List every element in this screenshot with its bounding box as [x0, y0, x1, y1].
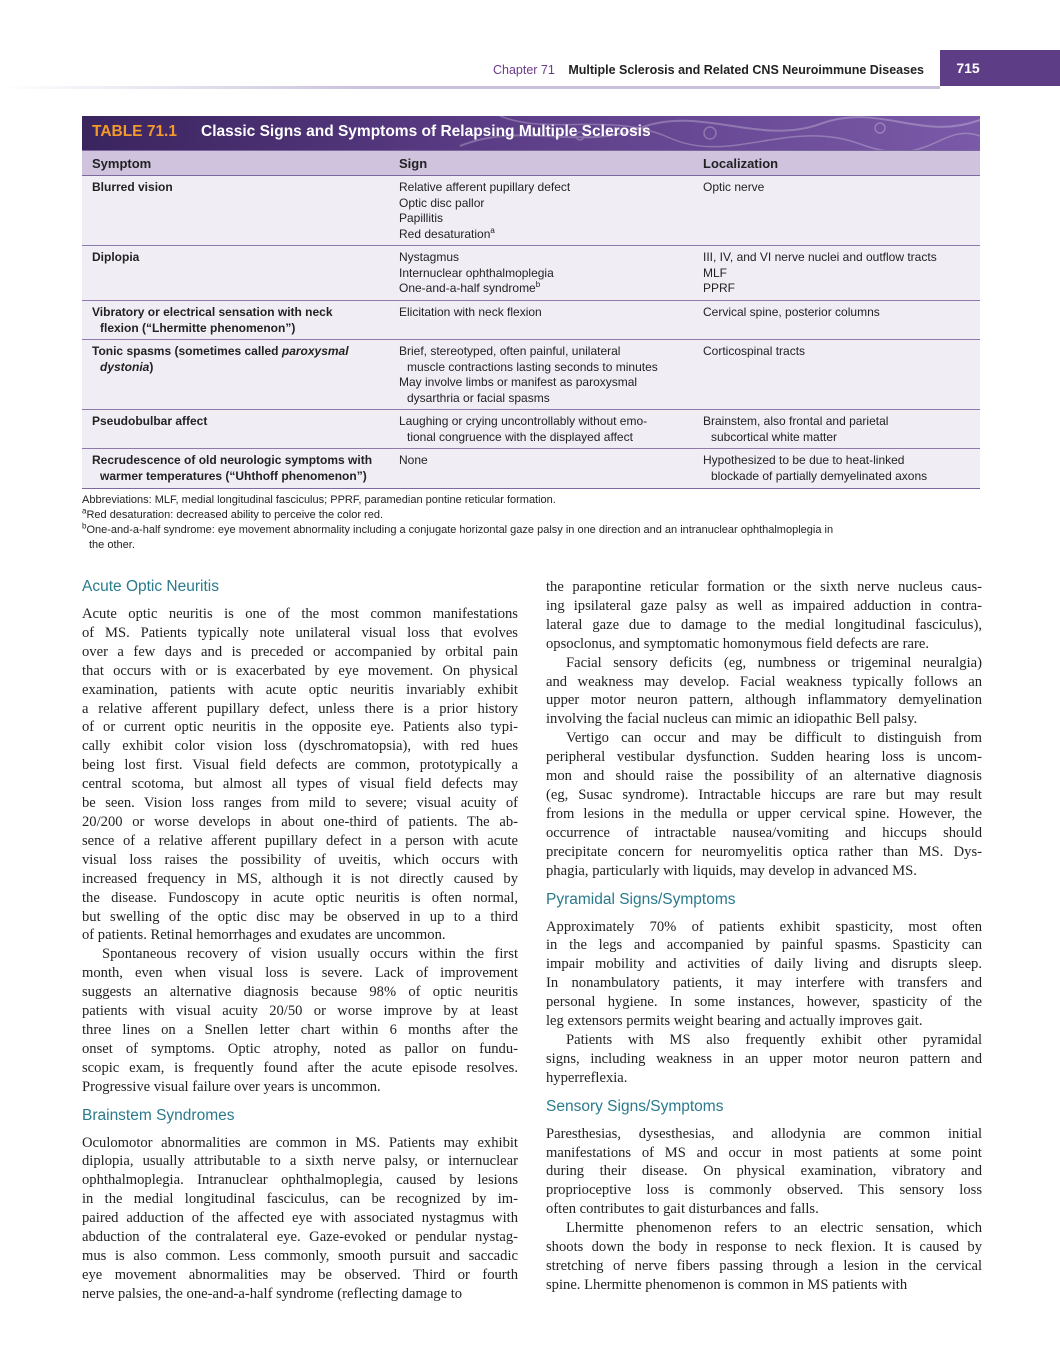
text-line: hyperreflexia.	[546, 1069, 628, 1086]
sign-line	[399, 227, 694, 243]
symptom-text-italic: paroxysmal	[281, 344, 349, 358]
localization-line: MLF	[703, 265, 727, 280]
sign-line: tional congruence with the displayed affect	[407, 429, 633, 444]
text-line: be seen. Vision loss ranges from mild to severe; visual acuity of	[82, 795, 518, 812]
table-title-bar	[82, 116, 980, 150]
symptom-text	[92, 360, 387, 376]
text-line: but swelling of the optic disc may be observed in up to a third	[82, 908, 518, 925]
text-line: central scotoma, but almost all types of visual field defects may	[82, 776, 518, 793]
text-line: the parapontine reticular formation or the sixth nerve nucleus caus-	[546, 579, 982, 595]
column-header-symptom: Symptom	[92, 156, 152, 171]
text-line: patients with visual acuity 20/50 or worse improve by at least	[82, 1003, 518, 1020]
text-line: Paresthesias, dysesthesias, and allodynia are common initial	[546, 1125, 982, 1142]
sign-line: Nystagmus	[399, 250, 460, 264]
paragraph	[546, 918, 982, 1031]
localization-line: PPRF	[703, 281, 736, 295]
header-rule	[0, 86, 940, 89]
localization-line: III, IV, and VI nerve nuclei and outflow tracts	[703, 250, 937, 264]
sign-line: dysarthria or facial spasms	[407, 390, 550, 405]
page-number: 715	[956, 60, 980, 76]
symptom-cell	[92, 414, 387, 430]
column-header-sign: Sign	[399, 156, 428, 171]
running-header-text	[493, 63, 924, 77]
paragraph	[82, 945, 518, 1096]
table-row	[82, 246, 980, 301]
localization-line: Optic nerve	[703, 180, 765, 194]
table-row	[82, 301, 980, 340]
column-header-localization: Localization	[703, 156, 779, 171]
text-line: the disease. Fundoscopy in acute optic neuritis is often normal,	[82, 889, 518, 906]
page-number-tab	[940, 50, 1060, 86]
right-column	[546, 578, 982, 1295]
footnote-text: Red desaturation: decreased ability to perceive the color red.	[86, 509, 384, 521]
localization-line: Cervical spine, posterior columns	[703, 305, 880, 319]
text-line: spine. Lhermitte phenomenon is common in MS patients with	[546, 1276, 908, 1293]
text-line: examination, patients with acute optic neuritis invariably exhibit	[82, 681, 518, 698]
text-line: occurrence of intractable nausea/vomiting and hiccups should	[546, 824, 982, 841]
sign-line: None	[399, 453, 428, 467]
text-line: manifestations of MS and occur in most patients at some point	[546, 1144, 982, 1161]
symptom-text: Recrudescence of old neurologic symptoms with	[92, 453, 373, 467]
symptom-cell	[92, 250, 387, 266]
text-line: shoots down the body in response to neck flexion. It is caused by	[546, 1239, 982, 1256]
text-line: month, even when visual loss is severe. Lack of improvement	[82, 965, 518, 982]
text-line: upper motor neuron pattern, although inflammatory demyelination	[546, 692, 982, 709]
table-71-1	[82, 116, 980, 489]
text-line: visual loss raises the possibility of uveitis, which occurs with	[82, 851, 518, 868]
text-line: personal hygiene. In some instances, however, spasticity of the	[546, 994, 982, 1011]
text-line: involving the facial nucleus can mimic an idiopathic Bell palsy.	[546, 711, 918, 728]
text-line: lateral gaze due to damage to the medial longitudinal fasciculus),	[546, 616, 982, 633]
text-line: precipitate concern for neuromyelitis optica rather than MS. Dys-	[546, 843, 982, 860]
text-line: of MS. Patients typically note unilateral visual loss that evolves	[82, 624, 518, 641]
symptom-text: warmer temperatures (“Uhthoff phenomenon”)	[100, 468, 367, 483]
footnote-marker: b	[82, 521, 87, 531]
text-line: abduction of the contralateral eye. Gaze-evoked or pendular nystag-	[82, 1229, 518, 1246]
footnote-marker: a	[490, 225, 495, 235]
text-line: eye movement abnormalities may be observed. Third or fourth	[82, 1266, 518, 1283]
localization-cell	[703, 305, 978, 321]
text-line: Spontaneous recovery of vision usually occurs within the first	[102, 946, 518, 963]
section-heading-brainstem-syndromes: Brainstem Syndromes	[82, 1106, 235, 1124]
text-line: phagia, particularly with liquids, may develop in advanced MS.	[546, 862, 917, 879]
symptom-text-italic: dystonia	[100, 359, 150, 374]
text-line: increased frequency in MS, although it is not directly caused by	[82, 870, 518, 887]
localization-cell	[703, 180, 978, 196]
text-line: Lhermitte phenomenon refers to an electric sensation, which	[566, 1220, 982, 1237]
footnote-marker: a	[82, 506, 87, 516]
sign-cell	[399, 180, 694, 242]
text-line: a relative afferent pupillary defect, unless there is a prior history	[82, 700, 518, 717]
running-header	[0, 50, 1060, 90]
text-line: stretching of nerve fibers passing through a lesion in the cervical	[546, 1258, 982, 1274]
text-line: impair mobility and activities of daily living and disrupts sleep.	[546, 956, 982, 973]
text-line: Approximately 70% of patients exhibit spasticity, most often	[546, 918, 982, 935]
symptom-text	[92, 344, 387, 360]
sign-line: Optic disc pallor	[399, 195, 485, 210]
text-line: that occurs with or is exacerbated by eye movement. On physical	[82, 662, 518, 679]
sign-line: Internuclear ophthalmoplegia	[399, 265, 554, 280]
text-line: and weakness may develop. Facial weakness typically follows an	[546, 673, 982, 690]
sign-text: Red desaturation	[399, 226, 491, 241]
localization-line: Hypothesized to be due to heat-linked	[703, 453, 905, 467]
text-line: during their disease. On physical examination, vibratory and	[546, 1163, 982, 1180]
section-heading-acute-optic-neuritis: Acute Optic Neuritis	[82, 578, 219, 595]
localization-line: Corticospinal tracts	[703, 344, 806, 358]
text-line: over a few days and is preceded or accompanied by orbital pain	[82, 643, 518, 660]
text-line: peripheral vestibular dysfunction. Sudden hearing loss is uncom-	[546, 749, 982, 766]
text-line: signs, including weakness in an upper motor neuron pattern and	[546, 1050, 982, 1067]
text-line: paired adduction of the affected eye with associated nystagmus with	[82, 1210, 518, 1227]
paragraph	[82, 1134, 518, 1304]
localization-line: Brainstem, also frontal and parietal	[703, 414, 889, 428]
text-line: nerve palsies, the one-and-a-half syndrome (reflecting damage to	[82, 1285, 463, 1302]
localization-line: blockade of partially demyelinated axons	[711, 468, 928, 483]
symptom-text-part: Tonic spasms (sometimes called	[92, 344, 282, 358]
text-line: 20/200 or worse develops in about one-third of patients. The ab-	[82, 813, 518, 830]
text-line: Facial sensory deficits (eg, numbness or trigeminal neuralgia)	[566, 654, 982, 671]
symptom-text: Diplopia	[92, 250, 140, 264]
footnote-abbreviations: Abbreviations: MLF, medial longitudinal fasciculus; PPRF, paramedian pontine reticular formation.	[82, 494, 556, 506]
symptom-cell	[92, 180, 387, 196]
paragraph	[546, 729, 982, 880]
localization-cell	[703, 414, 978, 445]
text-line: leg extensors permits weight bearing and actually improves gait.	[546, 1013, 923, 1030]
table-row	[82, 176, 980, 246]
text-line: in the legs and accompanied by painful spasms. Spasticity can	[546, 937, 982, 954]
sign-line: Brief, stereotyped, often painful, unilateral	[399, 344, 621, 358]
symptom-cell	[92, 305, 387, 336]
footnote-text: One-and-a-half syndrome: eye movement abnormality including a conjugate horizontal gaze palsy in one direction and an intranuclear ophthalmoplegia in	[86, 524, 834, 536]
text-line: being lost first. Visual field defects are common, prototypically a	[82, 757, 518, 774]
text-line: cally exhibit color vision loss (dyschromatopsia), with red hues	[82, 738, 518, 755]
sign-text: One-and-a-half syndrome	[399, 281, 536, 295]
text-line: three lines on a Snellen letter chart within 6 months after the	[82, 1021, 518, 1038]
sign-cell	[399, 250, 694, 297]
text-line: onset of symptoms. Optic atrophy, noted as pallor on fundu-	[82, 1040, 518, 1057]
text-line: Progressive visual failure over years is uncommon.	[82, 1078, 381, 1095]
symptom-cell	[92, 344, 387, 375]
chapter-title: Multiple Sclerosis and Related CNS Neuroimmune Diseases	[568, 63, 924, 77]
paragraph	[546, 1219, 982, 1295]
text-line: of patients. Retinal hemorrhages and exudates are uncommon.	[82, 927, 446, 944]
footnote-b-cont: the other.	[89, 539, 135, 551]
text-line: diplopia, usually attributable to a sixth nerve palsy, or internuclear	[82, 1153, 518, 1170]
localization-cell	[703, 344, 978, 360]
text-line: in the medial longitudinal fasciculus, can be recognized by im-	[82, 1191, 518, 1208]
table-row	[82, 410, 980, 449]
text-line: Patients with MS also frequently exhibit other pyramidal	[566, 1031, 982, 1048]
sign-line: Relative afferent pupillary defect	[399, 180, 571, 194]
table-row	[82, 340, 980, 410]
text-line: proprioceptive loss is commonly observed. This sensory loss	[546, 1182, 982, 1199]
paragraph	[546, 654, 982, 730]
sign-line: Laughing or crying uncontrollably without emo-	[399, 414, 648, 428]
symptom-text: Vibratory or electrical sensation with neck	[92, 305, 333, 319]
symptom-text-part: )	[149, 359, 154, 374]
text-line: suggests an alternative diagnosis because 98% of optic neuritis	[82, 984, 518, 1001]
left-column	[82, 578, 518, 1304]
text-line: mon and should raise the possibility of an alternative diagnosis	[546, 768, 982, 785]
sign-cell	[399, 305, 694, 321]
sign-line: Elicitation with neck flexion	[399, 305, 542, 319]
localization-cell	[703, 453, 978, 484]
paragraph	[546, 1031, 982, 1088]
text-line: mus is also common. Less commonly, smooth pursuit and saccadic	[82, 1248, 518, 1264]
paragraph	[546, 578, 982, 654]
text-line: ophthalmoplegia. Intranuclear ophthalmoplegia, caused by lesions	[82, 1172, 518, 1189]
text-line: In nonambulatory patients, it may interfere with transfers and	[546, 975, 982, 992]
footnote-b	[82, 523, 833, 538]
footnote-a	[82, 508, 383, 523]
text-line: of or current optic neuritis in the opposite eye. Patients also typi-	[82, 719, 518, 736]
symptom-cell	[92, 453, 387, 484]
text-line: often contributes to gait disturbances and falls.	[546, 1201, 819, 1218]
chapter-label: Chapter 71	[492, 63, 555, 77]
sign-cell	[399, 414, 694, 445]
symptom-text: Pseudobulbar affect	[92, 414, 208, 428]
text-line: sence of a relative afferent pupillary defect in a person with acute	[82, 832, 518, 849]
table-header-row	[82, 150, 980, 176]
paragraph	[546, 1125, 982, 1220]
localization-cell	[703, 250, 978, 297]
text-line: from lesions in the medulla or upper cervical spine. However, the	[546, 805, 982, 822]
sign-line: Papillitis	[399, 211, 444, 225]
sign-line	[399, 281, 694, 297]
section-heading-pyramidal: Pyramidal Signs/Symptoms	[546, 890, 736, 908]
table-number: TABLE 71.1	[92, 123, 177, 140]
section-heading-sensory: Sensory Signs/Symptoms	[546, 1097, 724, 1115]
symptom-text: Blurred vision	[92, 180, 173, 194]
localization-line: subcortical white matter	[711, 429, 838, 444]
sign-line: May involve limbs or manifest as paroxysmal	[399, 375, 638, 389]
symptom-text: flexion (“Lhermitte phenomenon”)	[100, 320, 296, 335]
text-line: Oculomotor abnormalities are common in MS. Patients may exhibit	[82, 1134, 518, 1151]
text-line: scopic exam, is frequently found after the acute episode resolves.	[82, 1059, 518, 1076]
text-line: Acute optic neuritis is one of the most common manifestations	[82, 606, 518, 622]
paragraph	[82, 605, 518, 945]
text-line: opsoclonus, and symptomatic homonymous field defects are rare.	[546, 635, 929, 652]
sign-cell	[399, 344, 694, 406]
text-line: (eg, Susac syndrome). Intractable hiccups are rare but may result	[546, 786, 982, 803]
text-line: ing ipsilateral gaze palsy as well as impaired adduction in contra-	[546, 597, 982, 614]
table-row	[82, 449, 980, 489]
sign-line: muscle contractions lasting seconds to minutes	[407, 359, 658, 374]
text-line: Vertigo can occur and may be difficult to distinguish from	[566, 730, 982, 747]
sign-cell	[399, 453, 694, 469]
table-caption: Classic Signs and Symptoms of Relapsing Multiple Sclerosis	[201, 123, 651, 140]
footnote-marker: b	[535, 280, 541, 289]
